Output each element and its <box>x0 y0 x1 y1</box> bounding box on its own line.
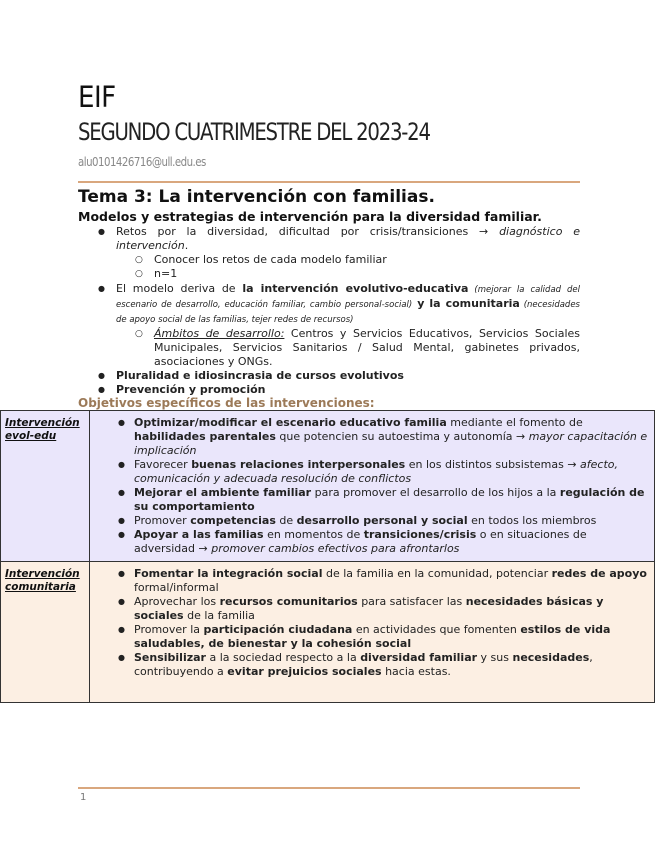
list-item: ● Fomentar la integración social de la familia en la comunidad, potenciar redes de apoyo formal/informal <box>94 567 648 595</box>
objectives-table <box>0 410 655 703</box>
bullet-list <box>78 225 580 397</box>
section-subheading: Modelos y estrategias de intervención para la diversidad familiar. <box>78 209 542 224</box>
list-item: ● Favorecer buenas relaciones interpersonales en los distintos subsistemas → afecto, comunicación y adecuada resolución de conflictos <box>94 458 648 486</box>
list-item: ● Apoyar a las familias en momentos de transiciones/crisis o en situaciones de adversidad → promover cambios efectivos para afrontarlos <box>94 528 648 556</box>
list-item: ● Sensibilizar a la sociedad respecto a la diversidad familiar y sus necesidades, contribuyendo a evitar prejuicios sociales hacia estas. <box>94 651 648 679</box>
topic-heading: Tema 3: La intervención con familias. <box>78 187 435 207</box>
table-row <box>1 411 655 562</box>
bullet-item: ● Pluralidad e idiosincrasia de cursos evolutivos <box>78 369 580 383</box>
list-item: ● Promover la participación ciudadana en actividades que fomenten estilos de vida saludables, de bienestar y la cohesión social <box>94 623 648 651</box>
table-row <box>1 562 655 703</box>
header-divider <box>78 181 580 183</box>
footer-divider <box>78 787 580 789</box>
page-number: 1 <box>80 792 87 803</box>
list-item: ● Optimizar/modificar el escenario educativo familia mediante el fomento de habilidades parentales que potencien su autoestima y autonomía → mayor capacitación e implicación <box>94 416 648 458</box>
bullet-item: ● El modelo deriva de la intervención evolutivo-educativa (mejorar la calidad del escenario de desarrollo, educación familiar, cambio personal-social) y la comunitaria (necesidades de apoyo social de las familias, tejer redes de recursos) <box>78 282 580 327</box>
document-subtitle: SEGUNDO CUATRIMESTRE DEL 2023-24 <box>78 118 430 146</box>
document-title: EIF <box>78 80 116 114</box>
row-content <box>90 562 655 703</box>
author-email: alu0101426716@ull.edu.es <box>78 155 206 169</box>
list-item: ● Promover competencias de desarrollo personal y social en todos los miembros <box>94 514 648 528</box>
list-item: ● Mejorar el ambiente familiar para promover el desarrollo de los hijos a la regulación de su comportamiento <box>94 486 648 514</box>
sub-bullet-item: ○ n=1 <box>78 267 580 281</box>
row-label: Intervención comunitaria <box>1 562 90 703</box>
row-label: Intervención evol-edu <box>1 411 90 562</box>
sub-bullet-item: ○ Ámbitos de desarrollo: Centros y Servicios Educativos, Servicios Sociales Municipales, Servicios Sanitarios / Salud Mental, gabinetes privados, asociaciones y ONGs. <box>78 327 580 369</box>
list-item: ● Aprovechar los recursos comunitarios para satisfacer las necesidades básicas y sociales de la familia <box>94 595 648 623</box>
sub-bullet-item: ○ Conocer los retos de cada modelo familiar <box>78 253 580 267</box>
objectives-heading: Objetivos específicos de las intervenciones: <box>78 396 375 410</box>
row-content <box>90 411 655 562</box>
bullet-item: ● Prevención y promoción <box>78 383 580 397</box>
bullet-item: ● Retos por la diversidad, dificultad por crisis/transiciones → diagnóstico e intervención. <box>78 225 580 253</box>
